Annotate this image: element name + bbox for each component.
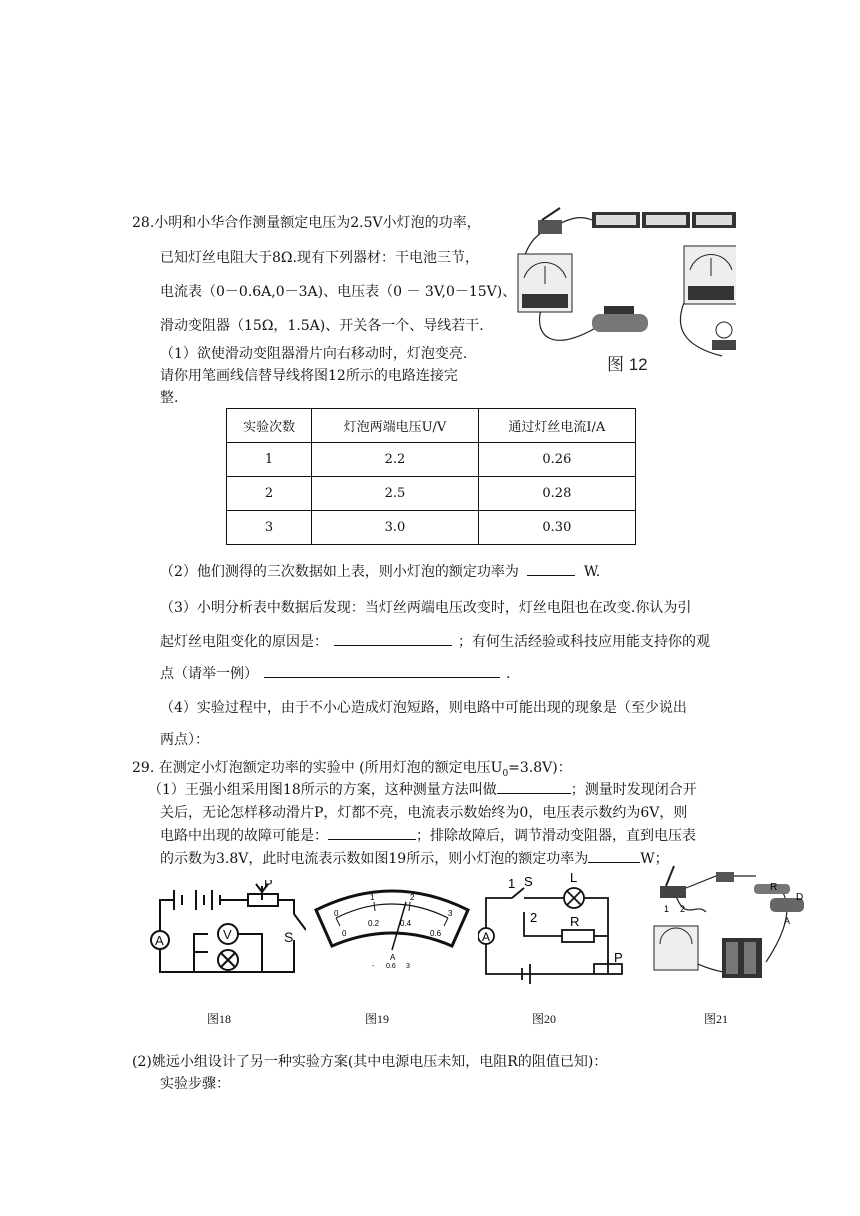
fig19-tick: 0 [334,909,339,918]
table-cell: 0.26 [478,443,635,477]
fig18-switch-label: S [284,929,294,945]
fig19-tick: 2 [410,893,415,902]
q28-part2 [160,562,600,582]
table-cell: 0.30 [478,511,635,545]
fig20-pos2: 2 [530,910,538,925]
fig21-pos: 1 [664,904,670,914]
table-cell: 0.28 [478,477,635,511]
q29-text: （1）王强小组采用图18所示的方案，这种测量方法叫做 [148,782,497,798]
fig21-d: D [796,892,804,903]
q28-part1-line-b: 请你用笔画线信替导线将图12所示的电路连接完 [160,368,458,384]
fig19-tick: 0.4 [400,919,412,928]
q28-part3-text: ；有何生活经验或科技应用能支持你的观 [458,634,710,650]
fig18-voltmeter-label: V [223,927,232,942]
q29-text: 电路中出现的故障可能是： [160,828,328,844]
figure-21 [646,862,806,986]
table-row [227,511,636,545]
table-cell: 1 [227,443,312,477]
table-row [227,477,636,511]
table-header: 通过灯丝电流I/A [478,409,635,443]
fig19-tick: 0 [342,929,347,938]
table-cell: 3 [227,511,312,545]
q29-s1-line-b: 关后，无论怎样移动滑片P，灯都不亮，电流表示数始终为0，电压表示数约为6V，则 [160,805,688,821]
table-header: 灯泡两端电压U/V [312,409,479,443]
q29-text: ；测量时发现闭合开 [570,782,697,798]
q28-part4-line-a: （4）实验过程中，由于不小心造成灯泡短路，则电路中可能出现的现象是（至少说出 [160,700,687,716]
answer-blank[interactable] [527,575,575,576]
q29-s1-line-c [160,826,696,846]
caption-fig19: 图19 [365,1012,390,1026]
table-header: 实验次数 [227,409,312,443]
answer-blank[interactable] [334,645,452,646]
q29-s1-line-a [148,780,697,800]
q29-s2: (2)姚远小组设计了另一种实验方案(其中电源电压未知，电阻R的阻值已知)： [132,1054,608,1070]
fig21-pos: 2 [680,904,686,914]
q28-part1-line-c: 整. [160,390,179,406]
fig20-slider: P [614,950,623,965]
figure-18 [136,880,306,980]
caption-fig18: 图18 [207,1012,232,1026]
fig20-switch: S [524,874,533,889]
q29-title-text: 29. 在测定小灯泡额定功率的实验中 (所用灯泡的额定电压U [132,760,503,776]
q29-text: W； [640,851,669,867]
fig19-tick: 0.6 [430,929,442,938]
q28-part3-text: . [506,666,511,682]
fig19-tick: 3 [448,909,453,918]
fig20-pos1: 1 [508,876,516,891]
data-table [226,408,636,545]
q29-title-end: =3.8V)： [508,760,572,776]
fig18-ammeter-label: A [155,933,164,948]
fig19-tick: 0.2 [368,919,380,928]
q29-text: ；排除故障后，调节滑动变阻器，直到电压表 [416,828,696,844]
q28-line-2: 已知灯丝电阻大于8Ω.现有下列器材：干电池三节， [160,250,479,266]
table-cell: 2 [227,477,312,511]
q28-part3-line-b [160,632,710,652]
q29-s3: 实验步骤： [160,1076,230,1092]
fig19-unit: A [390,953,396,962]
q29-title-sub: 0 [502,768,509,779]
q28-part2-unit: W. [583,564,601,580]
figure-20 [478,856,638,986]
table-header-row [227,409,636,443]
q28-part2-text: （2）他们测得的三次数据如上表，则小灯泡的额定功率为 [160,564,519,580]
fig19-terminal: 0.6 [386,963,396,970]
q28-part4-line-b: 两点）： [160,732,209,748]
q28-line-3: 电流表（0－0.6A,0－3A)、电压表（0 － 3V,0－15V)、 [160,284,517,300]
q28-part1-line-a: （1）欲使滑动变阻器滑片向右移动时，灯泡变亮. [160,346,468,362]
answer-blank[interactable] [264,677,500,678]
fig19-tick: 1 [370,893,375,902]
q28-line-1: 28.小明和小华合作测量额定电压为2.5V小灯泡的功率， [132,215,481,231]
figure-19 [312,880,472,980]
q28-part3-line-a: （3）小明分析表中数据后发现：当灯丝两端电压改变时，灯丝电阻也在改变.你认为引 [160,600,692,616]
caption-fig21: 图21 [704,1012,729,1026]
table-row [227,443,636,477]
figure-12-caption: 图 12 [607,355,648,374]
answer-blank[interactable] [497,793,571,794]
q28-part3-line-c [160,664,510,684]
table-cell: 2.2 [312,443,479,477]
answer-blank[interactable] [328,839,416,840]
fig18-slider-label: P [264,880,273,891]
fig19-terminal: 3 [406,963,410,970]
fig21-a: A [784,916,791,926]
fig20-lamp: L [570,870,578,885]
caption-fig20: 图20 [532,1012,557,1026]
q28-part3-text: 点（请举一例） [160,666,258,682]
table-cell: 2.5 [312,477,479,511]
table-cell: 3.0 [312,511,479,545]
fig20-resistor: R [570,914,580,929]
fig19-terminal: - [372,963,375,970]
fig21-resistor: R [770,882,778,893]
fig20-ammeter: A [482,930,491,944]
figure-12 [512,206,736,382]
q29-text: 的示数为3.8V，此时电流表示数如图19所示，则小灯泡的额定功率为 [160,851,589,867]
q28-part3-text: 起灯丝电阻变化的原因是： [160,634,328,650]
q28-line-4: 滑动变阻器（15Ω，1.5A)、开关各一个、导线若干. [160,318,484,334]
